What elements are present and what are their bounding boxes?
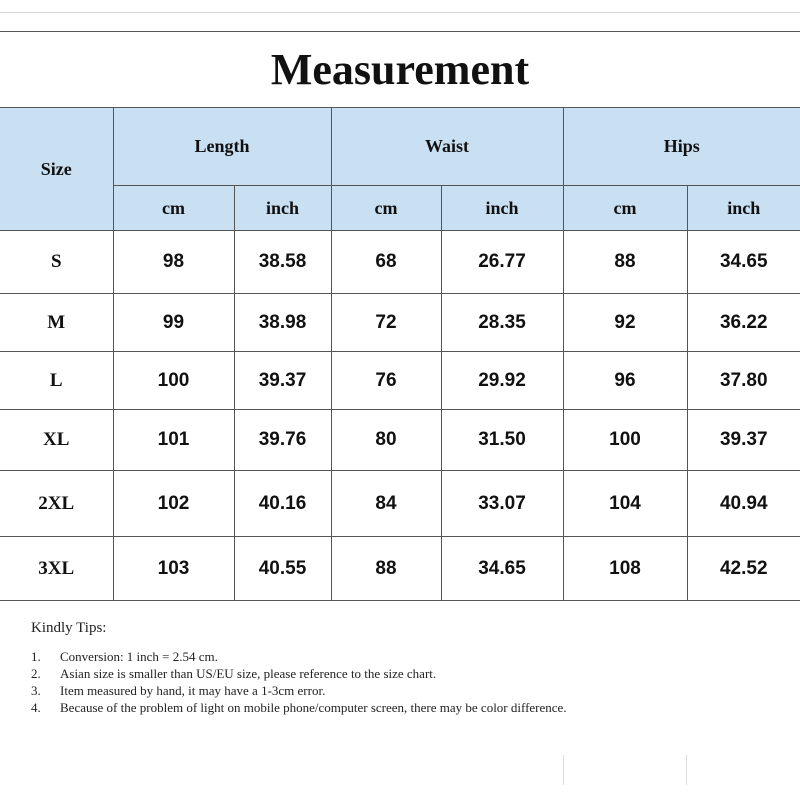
unit-header: inch bbox=[441, 186, 563, 231]
tip-item bbox=[31, 699, 751, 716]
table-cell: 39.37 bbox=[234, 352, 331, 410]
unit-header: inch bbox=[234, 186, 331, 231]
table-cell: 40.16 bbox=[234, 471, 331, 537]
table-cell: 42.52 bbox=[687, 537, 800, 601]
table-title: Measurement bbox=[0, 32, 800, 108]
table-cell: 104 bbox=[563, 471, 687, 537]
tip-number: 1. bbox=[31, 649, 41, 664]
size-cell: 3XL bbox=[0, 537, 113, 601]
table-cell: 103 bbox=[113, 537, 234, 601]
table-cell: 101 bbox=[113, 410, 234, 471]
table-cell: 28.35 bbox=[441, 294, 563, 352]
table-cell: 96 bbox=[563, 352, 687, 410]
table-cell: 31.50 bbox=[441, 410, 563, 471]
unit-header: cm bbox=[563, 186, 687, 231]
tip-number: 4. bbox=[31, 700, 41, 715]
waist-header: Waist bbox=[331, 108, 563, 186]
table-cell: 68 bbox=[331, 231, 441, 294]
size-header: Size bbox=[0, 108, 113, 231]
table-cell: 39.76 bbox=[234, 410, 331, 471]
table-cell: 40.94 bbox=[687, 471, 800, 537]
hips-header: Hips bbox=[563, 108, 800, 186]
table-cell: 33.07 bbox=[441, 471, 563, 537]
tips-list bbox=[31, 648, 751, 716]
table-cell: 99 bbox=[113, 294, 234, 352]
table-cell: 34.65 bbox=[441, 537, 563, 601]
table-cell: 29.92 bbox=[441, 352, 563, 410]
tip-item bbox=[31, 682, 751, 699]
table-cell: 88 bbox=[331, 537, 441, 601]
decorative-line bbox=[686, 755, 687, 785]
size-chart-table bbox=[0, 31, 800, 601]
tips-title: Kindly Tips: bbox=[31, 620, 107, 636]
length-header: Length bbox=[113, 108, 331, 186]
table-cell: 36.22 bbox=[687, 294, 800, 352]
size-cell: M bbox=[0, 294, 113, 352]
table-cell: 84 bbox=[331, 471, 441, 537]
table-row bbox=[0, 537, 800, 601]
table-cell: 40.55 bbox=[234, 537, 331, 601]
size-cell: L bbox=[0, 352, 113, 410]
table-cell: 38.98 bbox=[234, 294, 331, 352]
table-cell: 76 bbox=[331, 352, 441, 410]
table-cell: 34.65 bbox=[687, 231, 800, 294]
unit-header: inch bbox=[687, 186, 800, 231]
table-row bbox=[0, 352, 800, 410]
table-cell: 72 bbox=[331, 294, 441, 352]
tip-item bbox=[31, 648, 751, 665]
table-cell: 92 bbox=[563, 294, 687, 352]
table-row bbox=[0, 410, 800, 471]
table-cell: 38.58 bbox=[234, 231, 331, 294]
table-cell: 100 bbox=[113, 352, 234, 410]
table-row bbox=[0, 294, 800, 352]
top-divider bbox=[0, 12, 800, 13]
size-cell: S bbox=[0, 231, 113, 294]
table-cell: 39.37 bbox=[687, 410, 800, 471]
table-row bbox=[0, 471, 800, 537]
size-cell: XL bbox=[0, 410, 113, 471]
size-cell: 2XL bbox=[0, 471, 113, 537]
table-cell: 37.80 bbox=[687, 352, 800, 410]
table-cell: 26.77 bbox=[441, 231, 563, 294]
table-row bbox=[0, 231, 800, 294]
tip-text: Because of the problem of light on mobile phone/computer screen, there may be color difference. bbox=[60, 700, 567, 715]
table-cell: 80 bbox=[331, 410, 441, 471]
table-cell: 98 bbox=[113, 231, 234, 294]
tip-number: 2. bbox=[31, 666, 41, 681]
tip-text: Item measured by hand, it may have a 1-3cm error. bbox=[60, 683, 326, 698]
table-cell: 100 bbox=[563, 410, 687, 471]
decorative-line bbox=[563, 755, 564, 785]
tip-text: Asian size is smaller than US/EU size, please reference to the size chart. bbox=[60, 666, 437, 681]
tip-text: Conversion: 1 inch = 2.54 cm. bbox=[60, 649, 218, 664]
unit-header: cm bbox=[113, 186, 234, 231]
tip-number: 3. bbox=[31, 683, 41, 698]
kindly-tips bbox=[31, 620, 751, 716]
table-cell: 88 bbox=[563, 231, 687, 294]
table-cell: 108 bbox=[563, 537, 687, 601]
tip-item bbox=[31, 665, 751, 682]
unit-header: cm bbox=[331, 186, 441, 231]
table-cell: 102 bbox=[113, 471, 234, 537]
